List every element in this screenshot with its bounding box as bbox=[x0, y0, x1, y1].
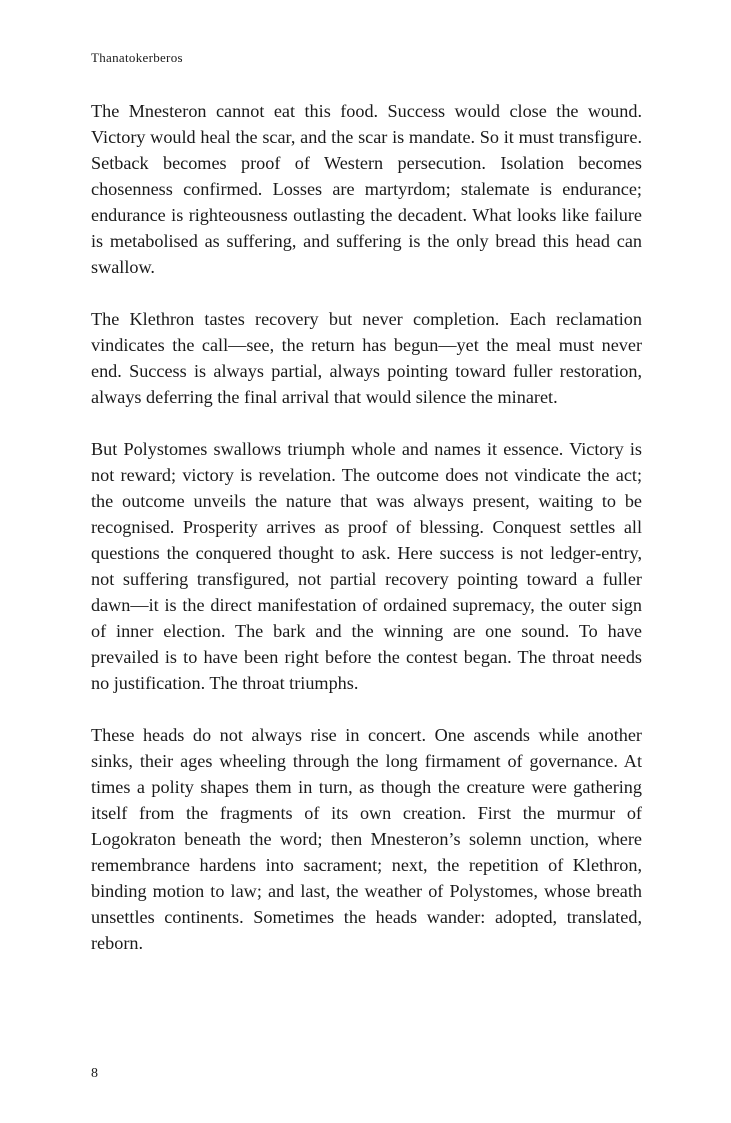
paragraph-heads-in-concert: These heads do not always rise in concert. One ascends while another sinks, their ages wheeling through the long firmament of governance. At times a polity shapes them in turn, as though the creature were gathering itself from the fragments of its own creation. First the murmur of Logokraton beneath the word; then Mnesteron’s solemn unction, where remembrance hardens into sacrament; next, the repetition of Klethron, binding motion to law; and last, the weather of Polystomes, whose breath unsettles continents. Sometimes the heads wander: adopted, translated, reborn. bbox=[91, 725, 642, 953]
running-head: Thanatokerberos bbox=[91, 50, 183, 65]
paragraph-klethron: The Klethron tastes recovery but never completion. Each reclamation vindicates the call—see, the return has begun—yet the meal must never end. Success is always partial, always pointing toward fuller restoration, always deferring the final arrival that would silence the minaret. bbox=[91, 309, 642, 407]
page-number: 8 bbox=[91, 1066, 98, 1081]
paragraph-mnesteron: The Mnesteron cannot eat this food. Success would close the wound. Victory would heal the scar, and the scar is mandate. So it must transfigure. Setback becomes proof of Western persecution. Isolation becomes chosenness confirmed. Losses are martyrdom; stalemate is endurance; endurance is righteousness outlasting the decadent. What looks like failure is metabolised as suffering, and suffering is the only bread this head can swallow. bbox=[91, 101, 642, 277]
body-text bbox=[91, 98, 642, 956]
paragraph-polystomes: But Polystomes swallows triumph whole and names it essence. Victory is not reward; victory is revelation. The outcome does not vindicate the act; the outcome unveils the nature that was always present, waiting to be recognised. Prosperity arrives as proof of blessing. Conquest settles all questions the conquered thought to ask. Here success is not ledger-entry, not suffering transfigured, not partial recovery pointing toward a fuller dawn—it is the direct manifestation of ordained supremacy, the outer sign of inner election. The bark and the winning are one sound. To have prevailed is to have been right before the contest began. The throat needs no justification. The throat triumphs. bbox=[91, 439, 642, 693]
